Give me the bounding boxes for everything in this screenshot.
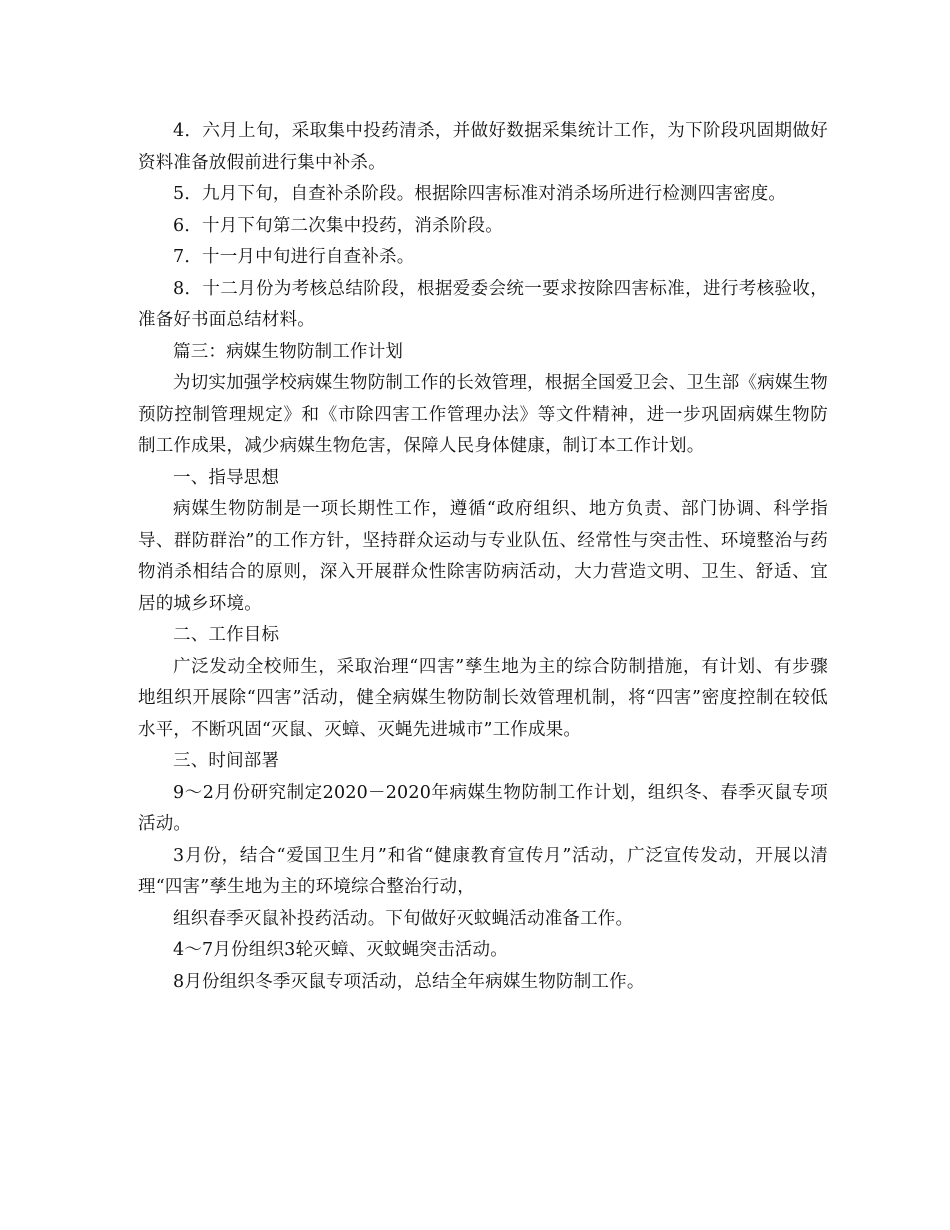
schedule-paragraph-apr-jul: 4～7月份组织3轮灭蟑、灭蚊蝇突击活动。	[173, 940, 508, 960]
heading-guiding-ideology: 一、指导思想	[173, 467, 280, 488]
intro-paragraph: 为切实加强学校病媒生物防制工作的长效管理，根据全国爱卫会、卫生部《病媒生物预防控制管理规定》和《市除四害工作管理办法》等文件精神，进一步巩固病媒生物防制工作成果，减少病媒生物危害，保障人民身体健康，制订本工作计划。	[138, 373, 828, 456]
schedule-paragraph-march-cont: 组织春季灭鼠补投药活动。下旬做好灭蚊蝇活动准备工作。	[173, 908, 634, 929]
paragraph-item-6: 6．十月下旬第二次集中投药，消杀阶段。	[173, 215, 503, 236]
document-page	[138, 116, 828, 998]
schedule-paragraph-sep-feb: 9～2月份研究制定2020－2020年病媒生物防制工作计划，组织冬、春季灭鼠专项活动。	[138, 782, 828, 834]
schedule-paragraph-aug: 8月份组织冬季灭鼠专项活动，总结全年病媒生物防制工作。	[173, 971, 645, 992]
heading-work-goals: 二、工作目标	[173, 625, 280, 645]
section-heading-part3: 篇三：病媒生物防制工作计划	[173, 341, 404, 362]
paragraph-item-7: 7．十一月中旬进行自查补杀。	[173, 247, 415, 267]
work-goals-paragraph: 广泛发动全校师生，采取治理“四害”孳生地为主的综合防制措施，有计划、有步骤地组织开展除“四害”活动，健全病媒生物防制长效管理机制，将“四害”密度控制在较低水平，不断巩固“灭鼠、灭蟑、灭蝇先进城市”工作成果。	[138, 656, 828, 740]
paragraph-item-4: 4．六月上旬，采取集中投药清杀，并做好数据采集统计工作，为下阶段巩固期做好资料准备放假前进行集中补杀。	[138, 121, 828, 173]
guiding-ideology-paragraph: 病媒生物防制是一项长期性工作，遵循“政府组织、地方负责、部门协调、科学指导、群防群治”的工作方针，坚持群众运动与专业队伍、经常性与突击性、环境整治与药物消杀相结合的原则，深入开展群众性除害防病活动，大力营造文明、卫生、舒适、宜居的城乡环境。	[138, 499, 828, 614]
paragraph-item-5: 5．九月下旬，自查补杀阶段。根据除四害标准对消杀场所进行检测四害密度。	[173, 184, 787, 204]
heading-schedule: 三、时间部署	[173, 751, 280, 771]
schedule-paragraph-march: 3月份，结合“爱国卫生月”和省“健康教育宣传月”活动，广泛宣传发动，开展以清理“四害”孳生地为主的环境综合整治行动，	[138, 845, 828, 897]
paragraph-item-8: 8．十二月份为考核总结阶段，根据爱委会统一要求按除四害标准，进行考核验收，准备好书面总结材料。	[138, 278, 828, 330]
